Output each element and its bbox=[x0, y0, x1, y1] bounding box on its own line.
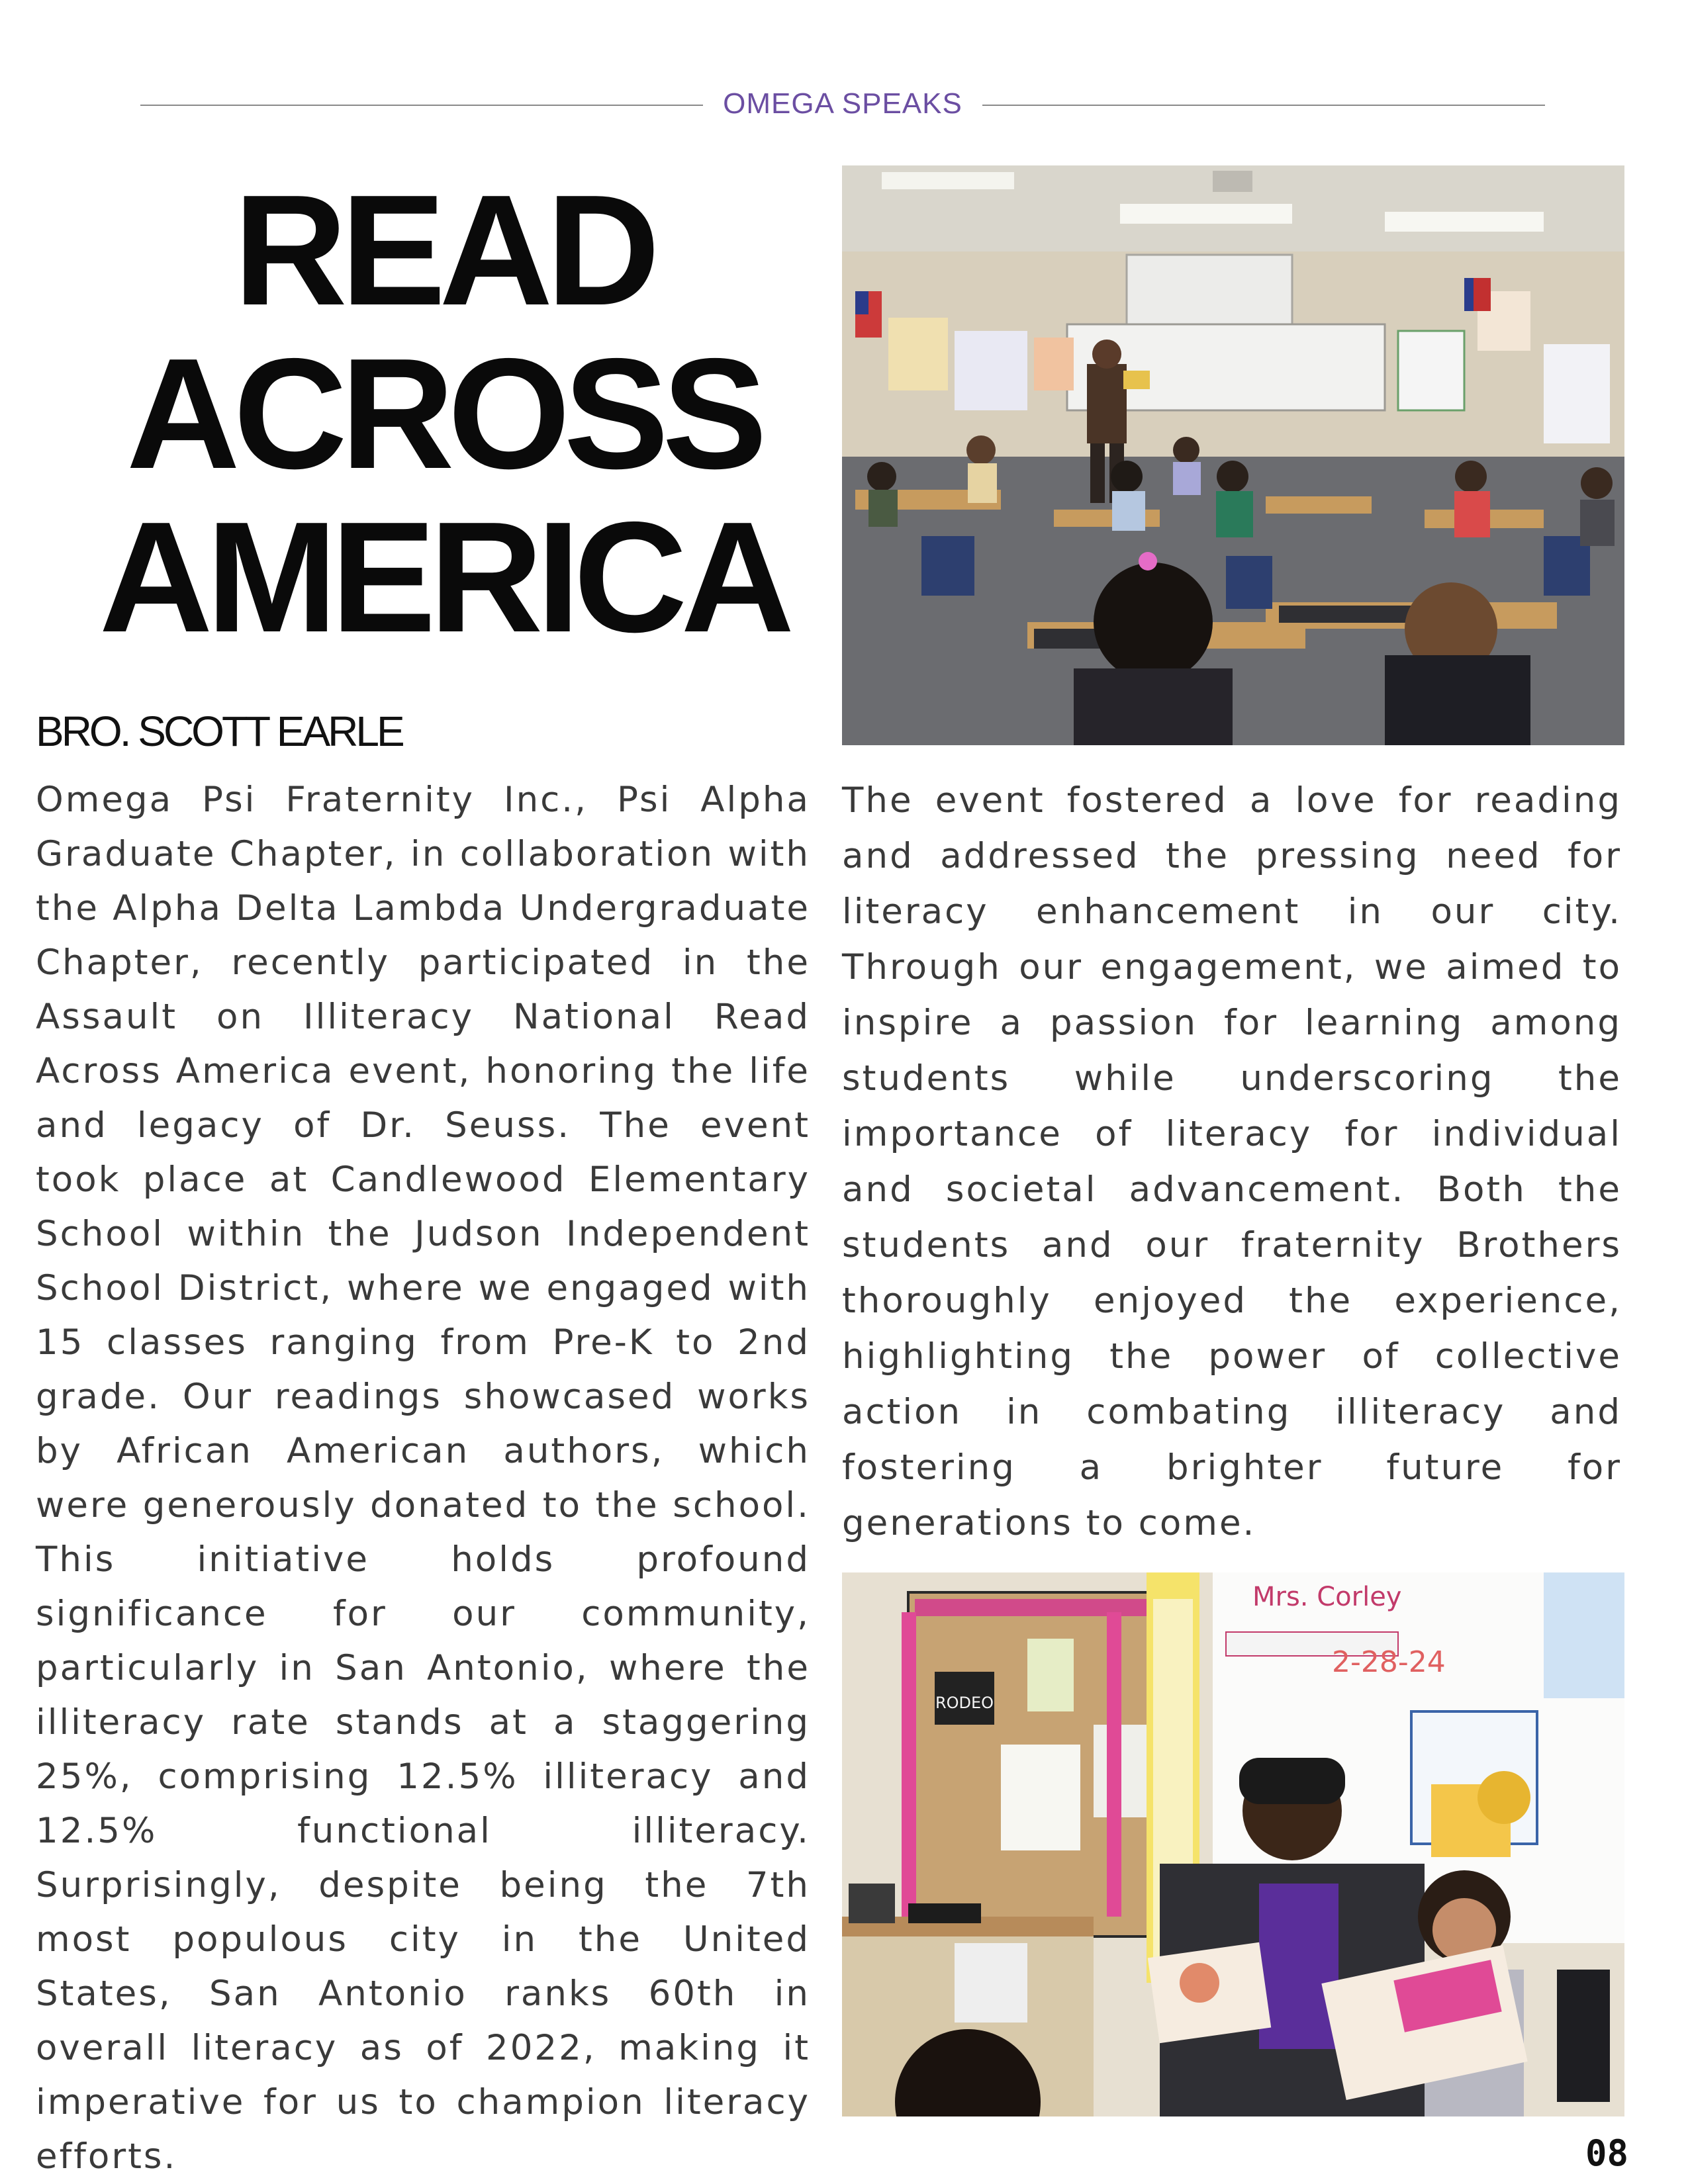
wall-name-text: Mrs. Corley bbox=[1252, 1582, 1402, 1612]
article-body-left: Omega Psi Fraternity Inc., Psi Alpha Graduate Chapter, in collaboration with the Alpha Delta Lambda Undergraduate Chapter, recently participated in the Assault on Illiteracy National Read Across America event, honoring the life and legacy of Dr. Seuss. The event took place at Candlewood Elementary School within the Judson Independent School District, where we engaged with 15 classes ranging from Pre-K to 2nd grade. Our readings showcased works by African American authors, which were generously donated to the school. This initiative holds profound significance for our community, particularly in San Antonio, where the illiteracy rate stands at a staggering 25%, comprising 12.5% illiteracy and 12.5% functional illiteracy. Surprisingly, despite being the 7th most populous city in the United States, San Antonio ranks 60th in overall literacy as of 2022, making it imperative for us to champion literacy efforts. bbox=[36, 780, 810, 2177]
header-rule-right bbox=[982, 105, 1545, 106]
section-label: OMEGA SPEAKS bbox=[723, 87, 962, 120]
article-title bbox=[26, 163, 861, 665]
title-line-3: AMERICA bbox=[99, 490, 788, 665]
title-line-1: READ bbox=[233, 163, 654, 338]
page-number: 08 bbox=[1585, 2132, 1628, 2174]
classroom-photo-top bbox=[842, 165, 1624, 745]
rodeo-banner-text: RODEO bbox=[935, 1694, 994, 1712]
wall-date-text: 2-28-24 bbox=[1332, 1645, 1446, 1679]
article-body-right: The event fostered a love for reading and addressed the pressing need for literacy enhancement in our city. Through our engagement, we aimed to inspire a passion for learning among students while underscoring the importance of literacy for individual and societal advancement. Both the students and our fraternity Brothers thoroughly enjoyed the experience, highlighting the power of collective action in combating illiteracy and fostering a brighter future for generations to come. bbox=[842, 780, 1622, 1543]
classroom-photo-bottom bbox=[842, 1572, 1624, 2116]
title-line-2: ACROSS bbox=[126, 326, 761, 502]
header-rule-left bbox=[140, 105, 703, 106]
author-byline: BRO. SCOTT EARLE bbox=[36, 707, 402, 755]
